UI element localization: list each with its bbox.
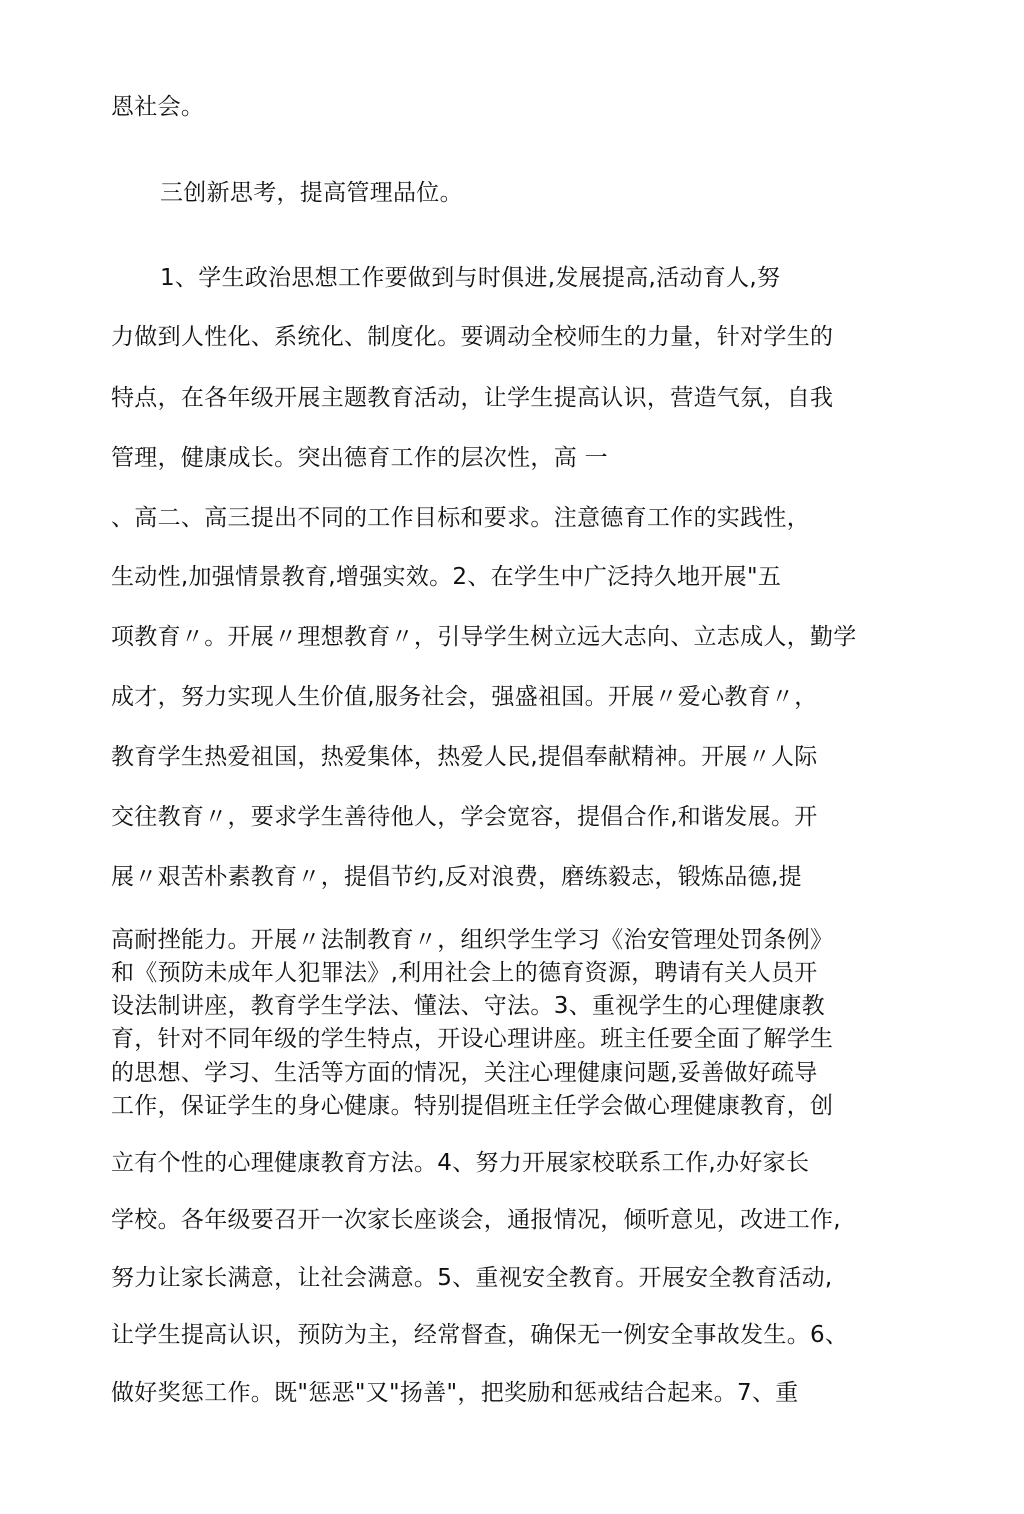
text-line: 育，针对不同年级的学生特点，开设心理讲座。班主任要全面了解学生 — [111, 1026, 834, 1052]
text-line: 恩社会。 — [111, 94, 205, 120]
text-line: 力做到人性化、系统化、制度化。要调动全校师生的力量，针对学生的 — [111, 324, 834, 350]
text-line: 、高二、高三提出不同的工作目标和要求。注意德育工作的实践性， — [111, 505, 810, 531]
text-line: 立有个性的心理健康教育方法。4、努力开展家校联系工作,办好家长 — [111, 1150, 810, 1176]
text-line: 1、学生政治思想工作要做到与时俱进,发展提高,活动育人,努 — [160, 265, 781, 291]
text-line: 展〃艰苦朴素教育〃，提倡节约,反对浪费，磨练毅志，锻炼品德,提 — [111, 864, 802, 890]
text-line: 努力让家长满意，让社会满意。5、重视安全教育。开展安全教育活动, — [111, 1265, 833, 1291]
text-line: 和《预防未成年人犯罪法》,利用社会上的德育资源，聘请有关人员开 — [111, 960, 818, 986]
text-line: 教育学生热爱祖国，热爱集体，热爱人民,提倡奉献精神。开展〃人际 — [111, 744, 818, 770]
text-line: 项教育〃。开展〃理想教育〃，引导学生树立远大志向、立志成人，勤学 — [111, 624, 857, 650]
text-line: 特点，在各年级开展主题教育活动，让学生提高认识，营造气氛，自我 — [111, 385, 834, 411]
text-line: 高耐挫能力。开展〃法制教育〃，组织学生学习《治安管理处罚条例》 — [111, 927, 834, 953]
text-line: 学校。各年级要召开一次家长座谈会，通报情况，倾听意见，改进工作, — [111, 1207, 841, 1233]
text-line: 工作，保证学生的身心健康。特别提倡班主任学会做心理健康教育，创 — [111, 1093, 834, 1119]
text-line: 生动性,加强情景教育,增强实效。2、在学生中广泛持久地开展"五 — [111, 564, 782, 590]
text-line: 的思想、学习、生活等方面的情况，关注心理健康问题,妥善做好疏导 — [111, 1060, 818, 1086]
text-line: 设法制讲座，教育学生学法、懂法、守法。3、重视学生的心理健康教 — [111, 993, 825, 1019]
text-line: 让学生提高认识，预防为主，经常督查，确保无一例安全事故发生。6、 — [111, 1322, 849, 1348]
text-line: 交往教育〃，要求学生善待他人，学会宽容，提倡合作,和谐发展。开 — [111, 804, 818, 830]
text-line: 成才，努力实现人生价值,服务社会，强盛祖国。开展〃爱心教育〃， — [111, 684, 818, 710]
text-line: 管理，健康成长。突出德育工作的层次性，高 一 — [111, 445, 608, 471]
text-line: 做好奖惩工作。既"惩恶"又"扬善"，把奖励和惩戒结合起来。7、重 — [111, 1380, 799, 1406]
section-heading: 三创新思考，提高管理品位。 — [160, 180, 463, 206]
